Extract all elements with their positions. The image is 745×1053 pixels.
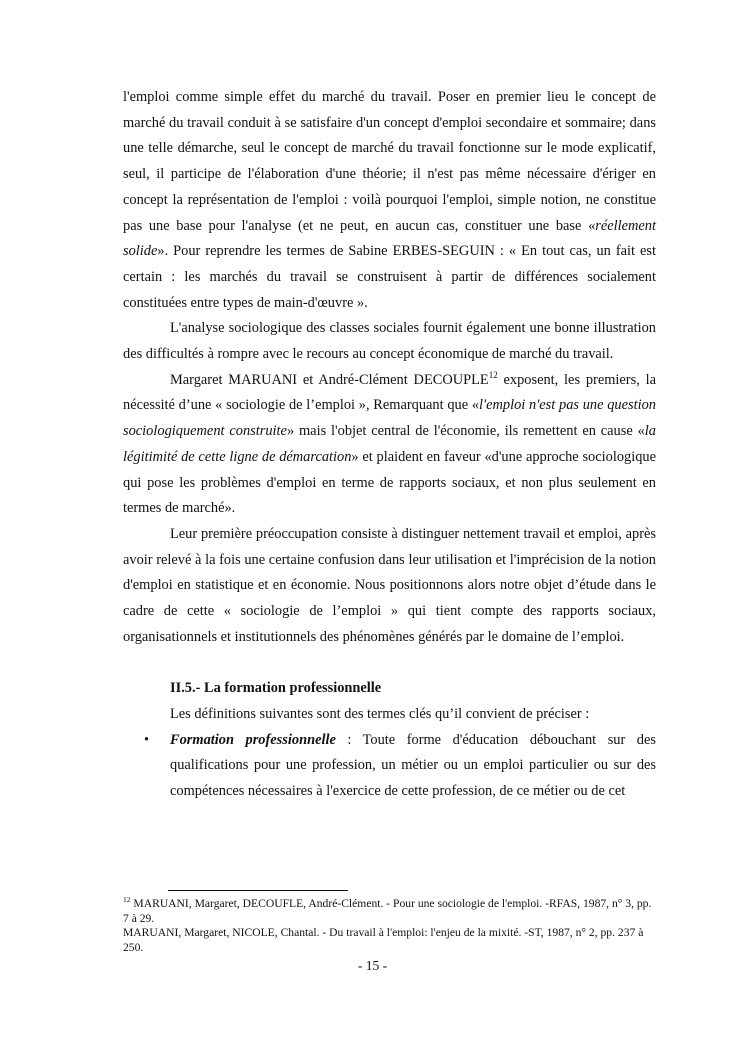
bullet-text: [170, 728, 656, 805]
paragraph-3-text-b: exposent, les premiers, la nécessité d’une « sociologie de l’emploi », Remarquant que «: [123, 371, 656, 414]
footnotes: [123, 897, 656, 955]
bullet-icon: •: [144, 731, 150, 748]
page-number: - 15 -: [357, 958, 388, 973]
paragraph-1-text-a: l'emploi comme simple effet du marché du travail. Poser en premier lieu le concept de marché du travail conduit à se satisfaire d'un concept d'emploi secondaire et sommaire; dans une telle démarche, seul le concept de marché du travail fonctionne sur le mode explicatif, seul, il participe de l'élaboration d'une théorie; il n'est pas même nécessaire d'ériger en concept la représentation de l'emploi : voilà pourquoi l'emploi, simple notion, ne constitue pas une base pour l'analyse (et ne peut, en aucun cas, constituer une base «: [123, 89, 656, 234]
paragraph-3: [123, 368, 656, 522]
paragraph-2: L'analyse sociologique des classes sociales fournit également une bonne illustration des difficultés à rompre avec le recours au concept économique de marché du travail.: [123, 320, 656, 363]
paragraph-1: [123, 85, 656, 316]
body-text: [123, 85, 656, 805]
bullet-definition: : Toute forme d'éducation débouchant sur des qualifications pour une profession, un métier ou un emploi particulier ou sur des compétences nécessaires à l'exercice de cette profession, de ce métier ou de cet: [170, 731, 656, 799]
bullet-term: Formation professionnelle: [170, 731, 336, 748]
footnote-separator: [168, 890, 348, 891]
footnote-12: [123, 897, 656, 926]
paragraph-3-text-c: » mais l'objet central de l'économie, ils remettent en cause «: [286, 423, 645, 440]
paragraph-3-italic-2: la légitimité de cette ligne de démarcation: [123, 423, 656, 465]
footnote-number: 12: [123, 895, 131, 905]
paragraph-1-text-b: ». Pour reprendre les termes de Sabine ERBES-SEGUIN : « En tout cas, un fait est certain : les marchés du travail se construisent à partir de différences socialement constituées entre types de main-d'œuvre ».: [123, 243, 656, 311]
footnote-line-2: MARUANI, Margaret, NICOLE, Chantal. - Du travail à l'emploi: l'enjeu de la mixité. -ST, 1987, n° 2, pp. 237 à 250.: [123, 926, 644, 954]
paragraph-1-italic: réellement solide: [123, 217, 656, 260]
footnote-line-1: MARUANI, Margaret, DECOUFLE, André-Clément. - Pour une sociologie de l'emploi. -RFAS, 1987, n° 3, pp. 7 à 29.: [123, 897, 652, 925]
paragraph-3-italic-1: l'emploi n'est pas une question sociologiquement construite: [123, 397, 656, 440]
section-heading: II.5.- La formation professionnelle: [170, 680, 382, 697]
paragraph-3-text-d: » et plaident en faveur «d'une approche sociologique qui pose les problèmes d'emploi en terme de rapports sociaux, et non plus seulement en termes de marché».: [123, 448, 656, 517]
section-intro: Les définitions suivantes sont des termes clés qu’il convient de préciser :: [170, 705, 590, 722]
footnote-reference: 12: [488, 369, 498, 380]
paragraph-4: Leur première préoccupation consiste à distinguer nettement travail et emploi, après avoir relevé à la fois une certaine confusion dans leur utilisation et l'imprécision de la notion d'emploi en statistique et en économie. Nous positionnons alors notre objet d’étude dans le cadre de cette « sociologie de l’emploi » qui tient compte des rapports sociaux, organisationnels et institutionnels des phénomènes générés par le domaine de l’emploi.: [123, 525, 656, 645]
bullet-item: [123, 728, 656, 805]
paragraph-3-text-a: Margaret MARUANI et André-Clément DECOUPLE: [170, 371, 489, 388]
